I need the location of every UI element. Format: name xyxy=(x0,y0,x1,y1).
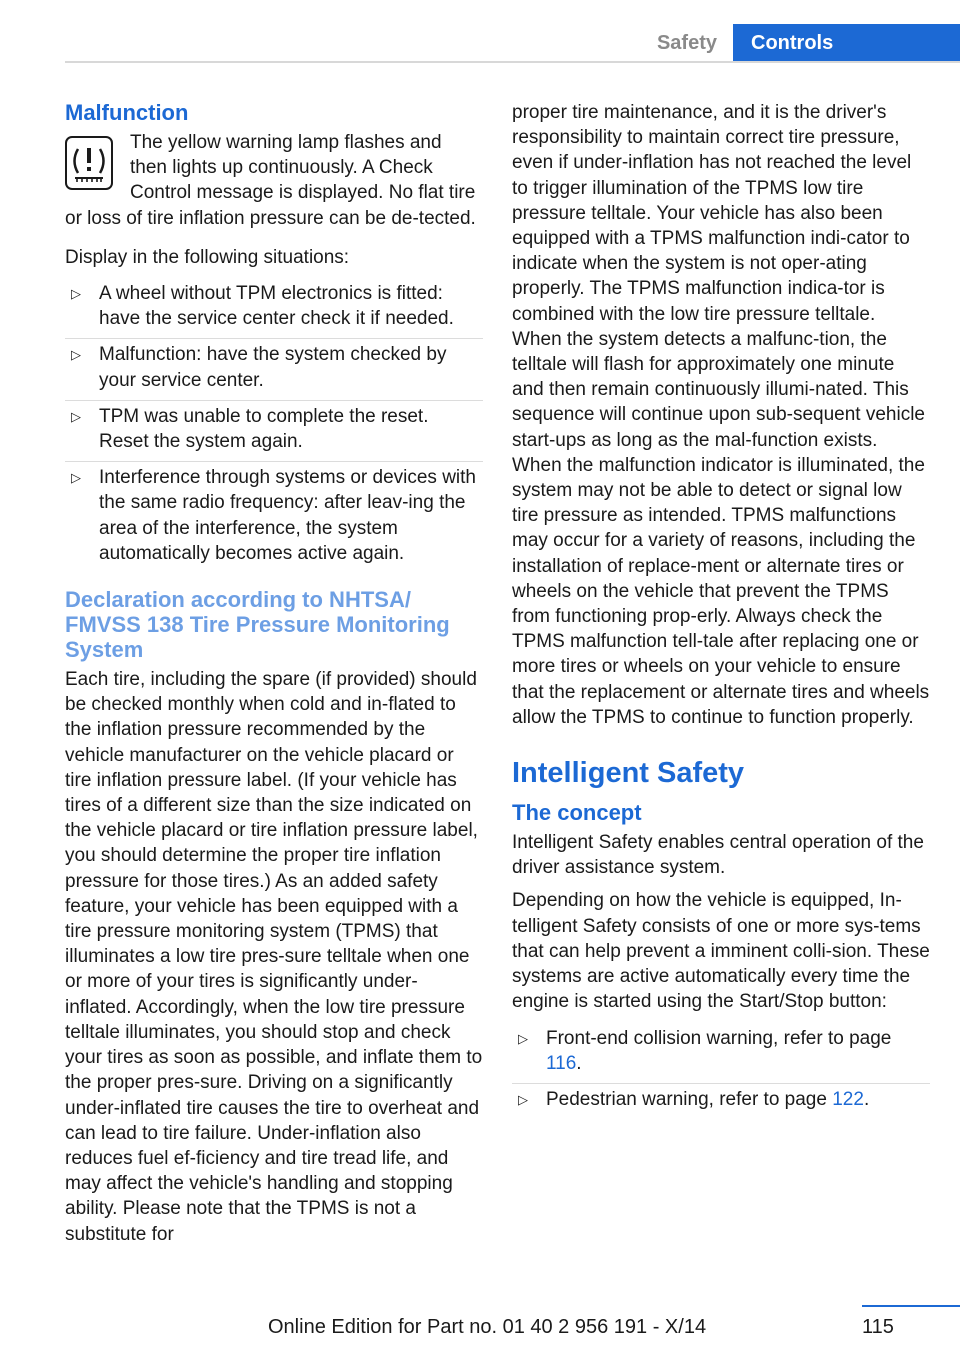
edition-note: Online Edition for Part no. 01 40 2 956 191 - X/14 xyxy=(268,1316,707,1338)
malfunction-heading: Malfunction xyxy=(65,100,189,125)
intelligent-safety-heading: Intelligent Safety xyxy=(512,757,745,790)
concept-text: Intelligent Safety enables central operation of the driver assistance system. xyxy=(512,832,924,879)
list-item: ▷ TPM was unable to complete the reset. Reset the system again. xyxy=(65,401,483,462)
concept-heading: The concept xyxy=(512,800,642,826)
page-number: 115 xyxy=(862,1316,894,1338)
declaration-heading: Declaration according to NHTSA/ FMVSS 138 Tire Pressure Monitoring System xyxy=(65,587,450,663)
list-item: ▷ Front-end collision warning, refer to page 116. xyxy=(512,1023,930,1084)
list-item: ▷ Malfunction: have the system checked by your service center. xyxy=(65,339,483,400)
right-column xyxy=(512,100,930,1119)
depending-text: Depending on how the vehicle is equipped, In‐telligent Safety consists of one or more sys‐tems that can help prevent a imminent colli‐sion. These systems are active automatically every time the engine is started using the Start/Stop button: xyxy=(512,890,930,1013)
triangle-bullet-icon: ▷ xyxy=(71,347,81,363)
left-column xyxy=(65,100,483,1255)
declaration-text: Each tire, including the spare (if provided) should be checked monthly when cold and in‐flated to the inflation pressure recommended by the vehicle manufacturer on the vehicle placard or tire inflation pressure label. (If your vehicle has tires of a different size than the size indicated on the vehicle placard or tire inflation pressure label, you should determine the proper tire inflation pressure for those tires.) As an added safety feature, your vehicle has been equipped with a tire pressure monitoring system (TPMS) that illuminates a low tire pres‐sure telltale when one or more of your tires is significantly under-inflated. Accordingly, when the low tire pressure telltale illuminates, you should stop and check your tires as soon as possible, and inflate them to the proper pres‐sure. Driving on a significantly under-inflated tire causes the tire to overheat and can lead to tire failure. Under-inflation also reduces fuel ef‐ficiency and tire tread life, and may affect the vehicle's handling and stopping ability. Please note that the TPMS is not a substitute for xyxy=(65,669,483,1245)
tire-pressure-warning-icon xyxy=(65,136,113,190)
malfunction-text: The yellow warning lamp flashes and then lights up continuously. A Check Control message is displayed. No flat tire or loss of tire inflation pressure can be de‐tected. xyxy=(65,132,476,229)
header-tabs xyxy=(637,24,960,62)
header-divider xyxy=(65,61,960,63)
systems-list xyxy=(512,1023,930,1120)
section-label: Safety xyxy=(637,24,733,62)
continued-text: proper tire maintenance, and it is the driver's responsibility to maintain correct tire pressure, even if under-inflation has not reached the level to trigger illumination of the TPMS low tire pressure telltale. Your vehicle has also been equipped with a TPMS malfunction indi‐cator to indicate when the system is not oper‐ating properly. The TPMS malfunction indica‐tor is combined with the low tire pressure telltale. When the system detects a malfunc‐tion, the telltale will flash for approximately one minute and then remain continuously illumi‐nated. This sequence will continue upon sub‐sequent vehicle start-ups as long as the mal‐function exists. When the malfunction indicator is illuminated, the system may not be able to detect or signal low tire pressure as intended. TPMS malfunctions may occur for a variety of reasons, including the installation of replace‐ment or alternate tires or wheels on the vehicle that prevent the TPMS from functioning prop‐erly. Always check the TPMS malfunction tell‐tale after replacing one or more tires or wheels on your vehicle to ensure that the replacement or alternate tires and wheels allow the TPMS to continue to function properly. xyxy=(512,102,930,728)
display-situations-list xyxy=(65,278,483,573)
page-link-116[interactable]: 116 xyxy=(546,1052,577,1074)
triangle-bullet-icon: ▷ xyxy=(71,470,81,486)
display-intro: Display in the following situations: xyxy=(65,246,350,268)
triangle-bullet-icon: ▷ xyxy=(518,1030,528,1046)
list-item: ▷ Pedestrian warning, refer to page 122. xyxy=(512,1084,930,1119)
list-item: ▷ Interference through systems or devices with the same radio frequency: after leav‐ing the area of the interference, the system automatically becomes active again. xyxy=(71,467,477,564)
triangle-bullet-icon: ▷ xyxy=(71,408,81,424)
page-link-122[interactable]: 122 xyxy=(832,1088,864,1110)
triangle-bullet-icon: ▷ xyxy=(518,1091,528,1107)
triangle-bullet-icon: ▷ xyxy=(71,286,81,302)
list-item: ▷ A wheel without TPM electronics is fitted: have the service center check it if needed. xyxy=(65,278,483,339)
chapter-label: Controls xyxy=(733,24,960,62)
footer-divider xyxy=(862,1305,960,1307)
